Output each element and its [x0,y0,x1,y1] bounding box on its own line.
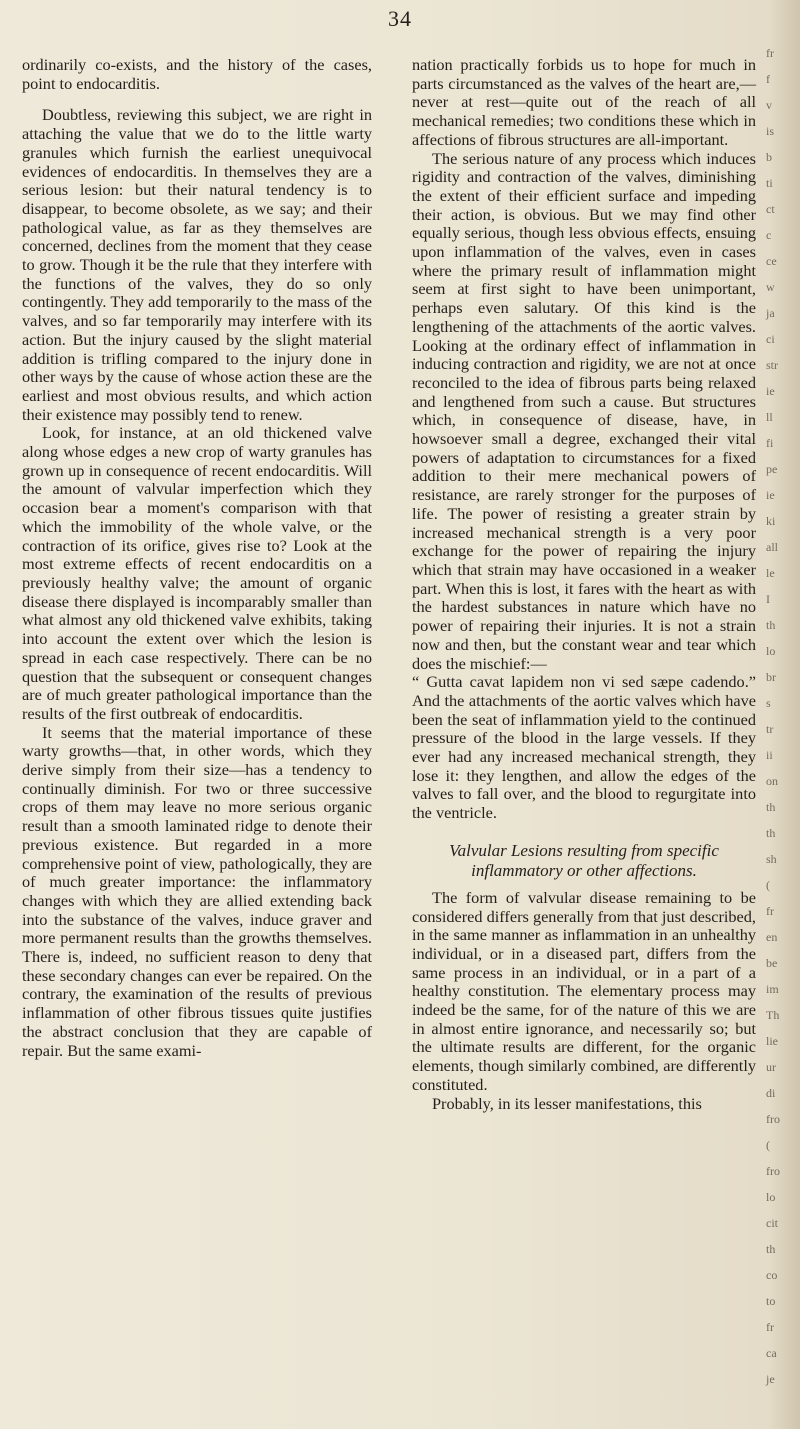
paragraph: ordinarily co-exists, and the history of the cases, point to endocarditis. [22,55,372,93]
latin-quotation-paragraph: “ Gutta cavat lapidem non vi sed sæpe cadendo.” And the attachments of the aortic valves which have been the seat of inflammation yield to the continued pressure of the blood in the large vessels. If they ever had any increased mechanical strength, they lose it: they lengthen, and allow the edges of the valves to fall over, and the blood to regurgitate into the ventricle. [412,672,756,823]
right-column [412,56,756,1113]
paragraph: It seems that the material importance of these warty growths—that, in other words, which they derive simply from their size—has a tendency to continually diminish. For two or three successive crops of them may leave no more serious organic result than a smooth laminated ridge to denote their previous existence. But regarded in a more comprehensive point of view, pathologically, they are of much greater importance: the inflammatory changes with which they are allied extending back into the substance of the valves, induce graver and more permanent results than the growths themselves. There is, indeed, no sufficient reason to deny that these secondary changes can ever be repaired. On the contrary, the examination of the results of previous inflammation of other fibrous tissues quite justifies the abstract conclusion that they are capable of repair. But the same exami- [22,722,372,1060]
paragraph: Probably, in its lesser manifestations, this [432,1093,702,1113]
page-number: 34 [388,6,412,31]
paragraph: Doubtless, reviewing this subject, we are right in attaching the value that we do to the little warty granules which furnish the earliest unequivocal evidences of endocarditis. In themselves they are a serious lesion: but their natural tendency is to disappear, to become obsolete, as we say; and their pathological value, as far as they themselves are concerned, declines from the moment that they cease to grow. Though it be the rule that they interfere with the functions of the valves, they do so only contingently. They add temporarily to the mass of the valves, and so far temporarily may interfere with its action. But the injury caused by the slight material addition is trifling compared to the injury done in other ways by the cause of whose action these are the earliest and most obvious results, and which action their existence may possibly tend to renew. [22,105,372,424]
paragraph: nation practically forbids us to hope for much in parts circumstanced as the valves of the heart are,—never at rest—quite out of the reach of all mechanical remedies; two conditions these which in affections of fibrous structures are all-important. [412,55,756,149]
paragraph: The serious nature of any process which induces rigidity and contraction of the valves, diminishing the extent of their efficient surface and impeding their action, is obvious. But we may find other equally serious, though less obvious effects, ensuing upon inflammation of the valves, even in cases where the primary result of inflammation might seem at first sight to have been unimportant, perhaps even salutary. Of this kind is the lengthening of the attachments of the aortic valves. Looking at the ordinary effect of inflammation in inducing contraction and rigidity, we are not at once reconciled to the idea of fibrous parts being relaxed and lengthened from such a cause. But structures which, in consequence of disease, have, in howsoever small a degree, exchanged their vital powers of adaptation to circumstances for a fixed addition to their mere mechanical powers of resistance, are rarely stronger for the purposes of life. The power of resisting a greater strain by increased mechanical strength is a very poor exchange for the power of repairing the injury which that strain may have occasioned in a weaker part. When this is lost, it fares with the heart as with the hardest substances in nature which have no power of repairing their injuries. It is not a strain now and then, but the constant wear and tear which does the mischief:— [412,148,756,673]
facing-page-bleed-through: fr f v is b ti ct c ce w ja ci str ie ll fi pe ie ki all le I th lo br s tr ii on th th sh ( fr en be im Th lie ur di fro ( fro lo cit th co to fr ca je [766,46,780,1386]
paragraph: Look, for instance, at an old thickened valve along whose edges a new crop of warty granules has grown up in consequence of recent endocarditis. Will the amount of valvular imperfection which they occasion bear a moment's comparison with that which the immobility of the whole valve, or the contraction of its orifice, gives rise to? Look at the most extreme effects of recent endocarditis on a previously healthy valve; the amount of organic disease there displayed is incomparably smaller than what almost any old thickened valve exhibits, taking into account the extent over which the lesion is spread in each case respectively. There can be no question that the subsequent or consequent changes are of much greater pathological importance than the results of the first outbreak of endocarditis. [22,423,372,723]
paragraph: The form of valvular disease remaining to be considered differs generally from that just described, in the same manner as inflammation in an unhealthy individual, or in a diseased part, differs from the same process in an individual, or in a part of a healthy constitution. The elementary process may indeed be the same, for of the nature of this we are in almost entire ignorance, and necessarily so; but the ultimate results are different, for the organic elements, though similarly combined, are differently constituted. [412,887,756,1094]
section-heading: Valvular Lesions resulting from specific inflammatory or other affections. [449,840,719,880]
left-column [22,56,372,1060]
